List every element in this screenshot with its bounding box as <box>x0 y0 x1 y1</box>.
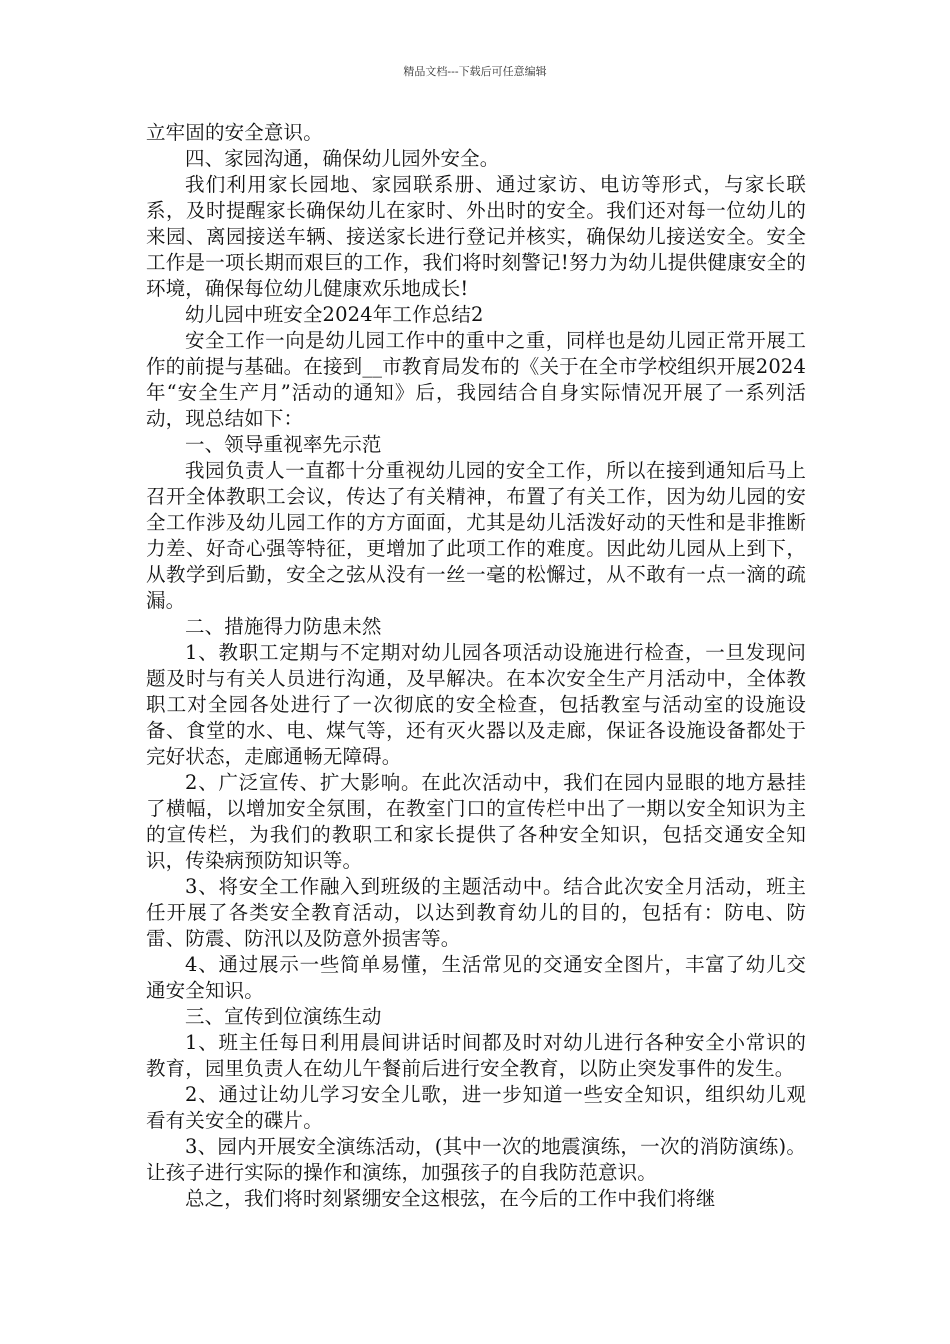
document-body <box>146 120 806 1212</box>
paragraph: 1、教职工定期与不定期对幼儿园各项活动设施进行检查，一旦发现问题及时与有关人员进行沟通，及早解决。在本次安全生产月活动中，全体教职工对全园各处进行了一次彻底的安全检查，包括教室与活动室的设施设备、食堂的水、电、煤气等，还有灭火器以及走廊，保证各设施设备都处于完好状态，走廊通畅无障碍。 <box>146 641 806 768</box>
paragraph: 我们利用家长园地、家园联系册、通过家访、电访等形式，与家长联系，及时提醒家长确保幼儿在家时、外出时的安全。我们还对每一位幼儿的来园、离园接送车辆、接送家长进行登记并核实，确保幼儿接送安全。安全工作是一项长期而艰巨的工作，我们将时刻警记!努力为幼儿提供健康安全的环境，确保每位幼儿健康欢乐地成长! <box>146 173 806 300</box>
paragraph: 2、通过让幼儿学习安全儿歌，进一步知道一些安全知识，组织幼儿观看有关安全的碟片。 <box>146 1083 806 1132</box>
document-title: 幼儿园中班安全2024年工作总结2 <box>185 303 484 326</box>
page-header: 精品文档---下载后可任意编辑 <box>403 65 547 78</box>
paragraph: 我园负责人一直都十分重视幼儿园的安全工作，所以在接到通知后马上召开全体教职工会议，传达了有关精神，布置了有关工作，因为幼儿园的安全工作涉及幼儿园工作的方方面面，尤其是幼儿活泼好动的天性和是非推断力差、好奇心强等特征，更增加了此项工作的难度。因此幼儿园从上到下，从教学到后勤，安全之弦从没有一丝一毫的松懈过，从不敢有一点一滴的疏漏。 <box>146 459 806 612</box>
paragraph: 1、班主任每日利用晨间讲话时间都及时对幼儿进行各种安全小常识的教育，园里负责人在幼儿午餐前后进行安全教育，以防止突发事件的发生。 <box>146 1031 806 1080</box>
section-heading: 一、领导重视率先示范 <box>185 433 382 456</box>
section-heading: 四、家园沟通，确保幼儿园外安全。 <box>185 147 500 170</box>
section-heading: 三、宣传到位演练生动 <box>185 1005 382 1028</box>
paragraph: 立牢固的安全意识。 <box>146 121 323 144</box>
paragraph: 总之，我们将时刻紧绷安全这根弦，在今后的工作中我们将继 <box>185 1187 716 1210</box>
paragraph: 2、广泛宣传、扩大影响。在此次活动中，我们在园内显眼的地方悬挂了横幅，以增加安全氛围，在教室门口的宣传栏中出了一期以安全知识为主的宣传栏，为我们的教职工和家长提供了各种安全知识，包括交通安全知识，传染病预防知识等。 <box>146 771 806 872</box>
paragraph: 3、园内开展安全演练活动，(其中一次的地震演练，一次的消防演练)。让孩子进行实际的操作和演练，加强孩子的自我防范意识。 <box>146 1135 806 1184</box>
paragraph: 安全工作一向是幼儿园工作中的重中之重，同样也是幼儿园正常开展工作的前提与基础。在接到__市教育局发布的《关于在全市学校组织开展2024年“安全生产月”活动的通知》后，我园结合自身实际情况开展了一系列活动，现总结如下： <box>146 329 806 430</box>
paragraph: 3、将安全工作融入到班级的主题活动中。结合此次安全月活动，班主任开展了各类安全教育活动，以达到教育幼儿的目的，包括有：防电、防雷、防震、防汛以及防意外损害等。 <box>146 875 806 950</box>
paragraph: 4、通过展示一些简单易懂，生活常见的交通安全图片，丰富了幼儿交通安全知识。 <box>146 953 806 1002</box>
section-heading: 二、措施得力防患未然 <box>185 615 382 638</box>
